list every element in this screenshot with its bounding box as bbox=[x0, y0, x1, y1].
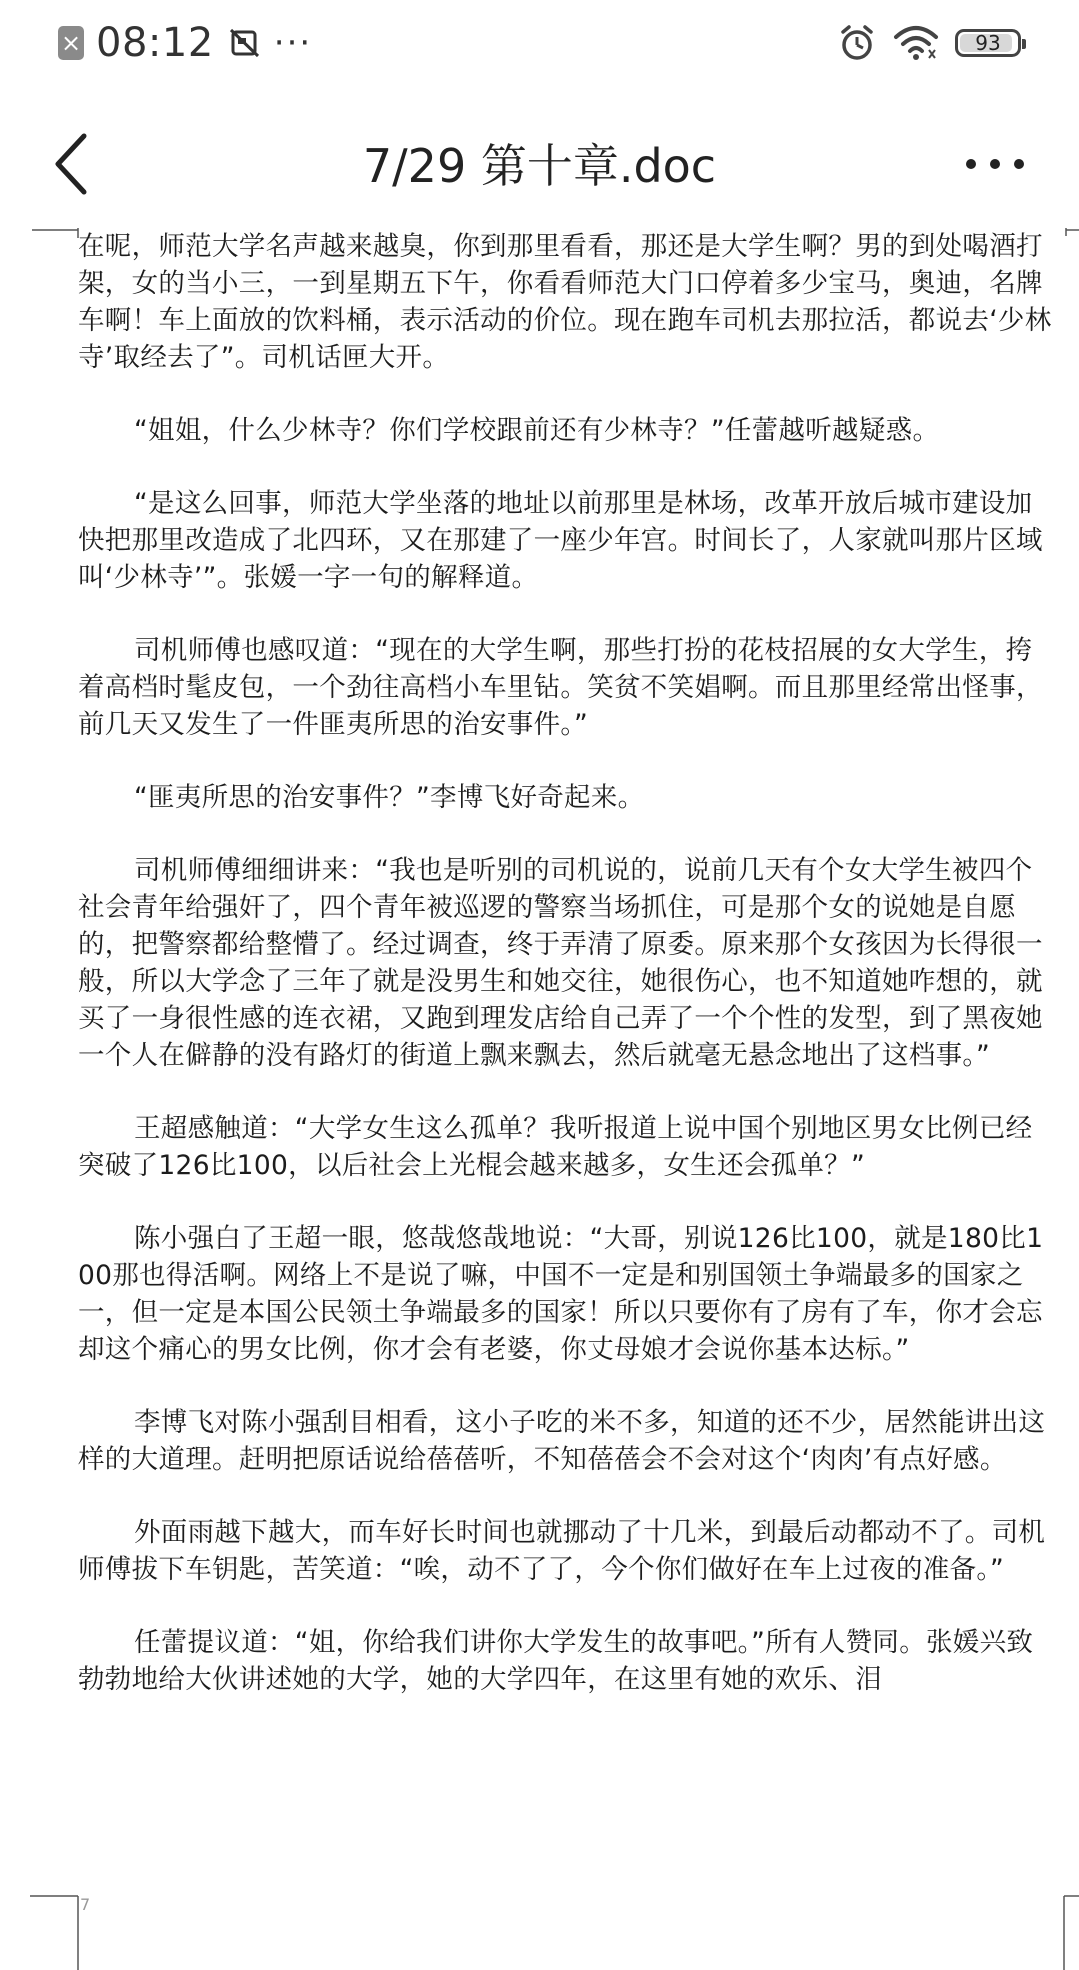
clock: 08:12 bbox=[96, 20, 214, 66]
paragraph: 陈小强白了王超一眼，悠哉悠哉地说：“大哥，别说126比100，就是180比100那也得活啊。网络上不是说了嘛，中国不一定是和别国领土争端最多的国家之一，但一定是本国公民领土争端最多的国家！所以只要你有了房有了车，你才会忘却这个痛心的男女比例，你才会有老婆，你丈母娘才会说你基本达标。” bbox=[78, 1223, 1044, 1365]
crop-mark-bottom-left bbox=[30, 1894, 80, 1970]
crop-mark-top-left bbox=[32, 228, 80, 238]
battery-level: 93 bbox=[975, 31, 1001, 55]
wifi-icon bbox=[893, 23, 939, 63]
status-bar bbox=[0, 0, 1079, 88]
paragraph: “匪夷所思的治安事件？”李博飞好奇起来。 bbox=[134, 782, 645, 813]
crop-mark-top-right bbox=[1064, 228, 1079, 238]
paragraph: 司机师傅也感叹道：“现在的大学生啊，那些打扮的花枝招展的女大学生，挎着高档时髦皮包，一个劲往高档小车里钻。笑贫不笑娼啊。而且那里经常出怪事，前几天又发生了一件匪夷所思的治安事件。” bbox=[78, 635, 1043, 740]
back-arrow-icon[interactable] bbox=[44, 124, 100, 204]
alarm-clock-icon bbox=[837, 23, 877, 63]
notification-close-icon: × bbox=[58, 26, 84, 60]
battery-icon bbox=[955, 29, 1021, 57]
paragraph: “是这么回事，师范大学坐落的地址以前那里是林场，改革开放后城市建设加快把那里改造成了北四环，又在那建了一座少年宫。时间长了，人家就叫那片区域叫‘少林寺’”。张媛一字一句的解释道。 bbox=[78, 488, 1043, 593]
paragraph: 司机师傅细细讲来：“我也是听别的司机说的，说前几天有个女大学生被四个社会青年给强奸了，四个青年被巡逻的警察当场抓住，可是那个女的说她是自愿的，把警察都给整懵了。经过调查，终于弄清了原委。原来那个女孩因为长得很一般，所以大学念了三年了就是没男生和她交往，她很伤心，也不知道她咋想的，就买了一身很性感的连衣裙，又跑到理发店给自己弄了一个个性的发型，到了黑夜她一个人在僻静的没有路灯的街道上飘来飘去，然后就毫无悬念地出了这档事。” bbox=[78, 855, 1043, 1071]
document-body bbox=[78, 228, 1058, 1734]
paragraph: 李博飞对陈小强刮目相看，这小子吃的米不多，知道的还不少，居然能讲出这样的大道理。赶明把原话说给蓓蓓听，不知蓓蓓会不会对这个‘肉肉’有点好感。 bbox=[78, 1407, 1046, 1475]
paragraph: 王超感触道：“大学女生这么孤单？我听报道上说中国个别地区男女比例已经突破了126比100，以后社会上光棍会越来越多，女生还会孤单？” bbox=[78, 1113, 1033, 1181]
document-page[interactable] bbox=[0, 228, 1079, 1970]
status-left-group bbox=[58, 18, 312, 68]
more-notifications-indicator: ··· bbox=[273, 23, 313, 63]
paragraph: 任蕾提议道：“姐，你给我们讲你大学发生的故事吧。”所有人赞同。张媛兴致勃勃地给大伙讲述她的大学，她的大学四年，在这里有她的欢乐、泪 bbox=[78, 1627, 1034, 1695]
paragraph: “姐姐，什么少林寺？你们学校跟前还有少林寺？”任蕾越听越疑惑。 bbox=[134, 415, 940, 446]
more-options-icon[interactable] bbox=[955, 124, 1035, 204]
title-bar bbox=[0, 88, 1079, 228]
screenshot-off-icon bbox=[228, 26, 262, 60]
page-number: 7 bbox=[80, 1895, 91, 1914]
paragraph: 在呢，师范大学名声越来越臭，你到那里看看，那还是大学生啊？男的到处喝酒打架，女的当小三，一到星期五下午，你看看师范大门口停着多少宝马，奥迪，名牌车啊！车上面放的饮料桶，表示活动的价位。现在跑车司机去那拉活，都说去‘少林寺’取经去了”。司机话匣大开。 bbox=[78, 231, 1052, 373]
paragraph: 外面雨越下越大，而车好长时间也就挪动了十几米，到最后动都动不了。司机师傅拔下车钥匙，苦笑道：“唉，动不了了，今个你们做好在车上过夜的准备。” bbox=[78, 1517, 1046, 1585]
crop-mark-bottom-right bbox=[1062, 1894, 1079, 1970]
status-right-group bbox=[837, 20, 1021, 66]
document-title: 7/29 第十章.doc bbox=[362, 139, 717, 193]
